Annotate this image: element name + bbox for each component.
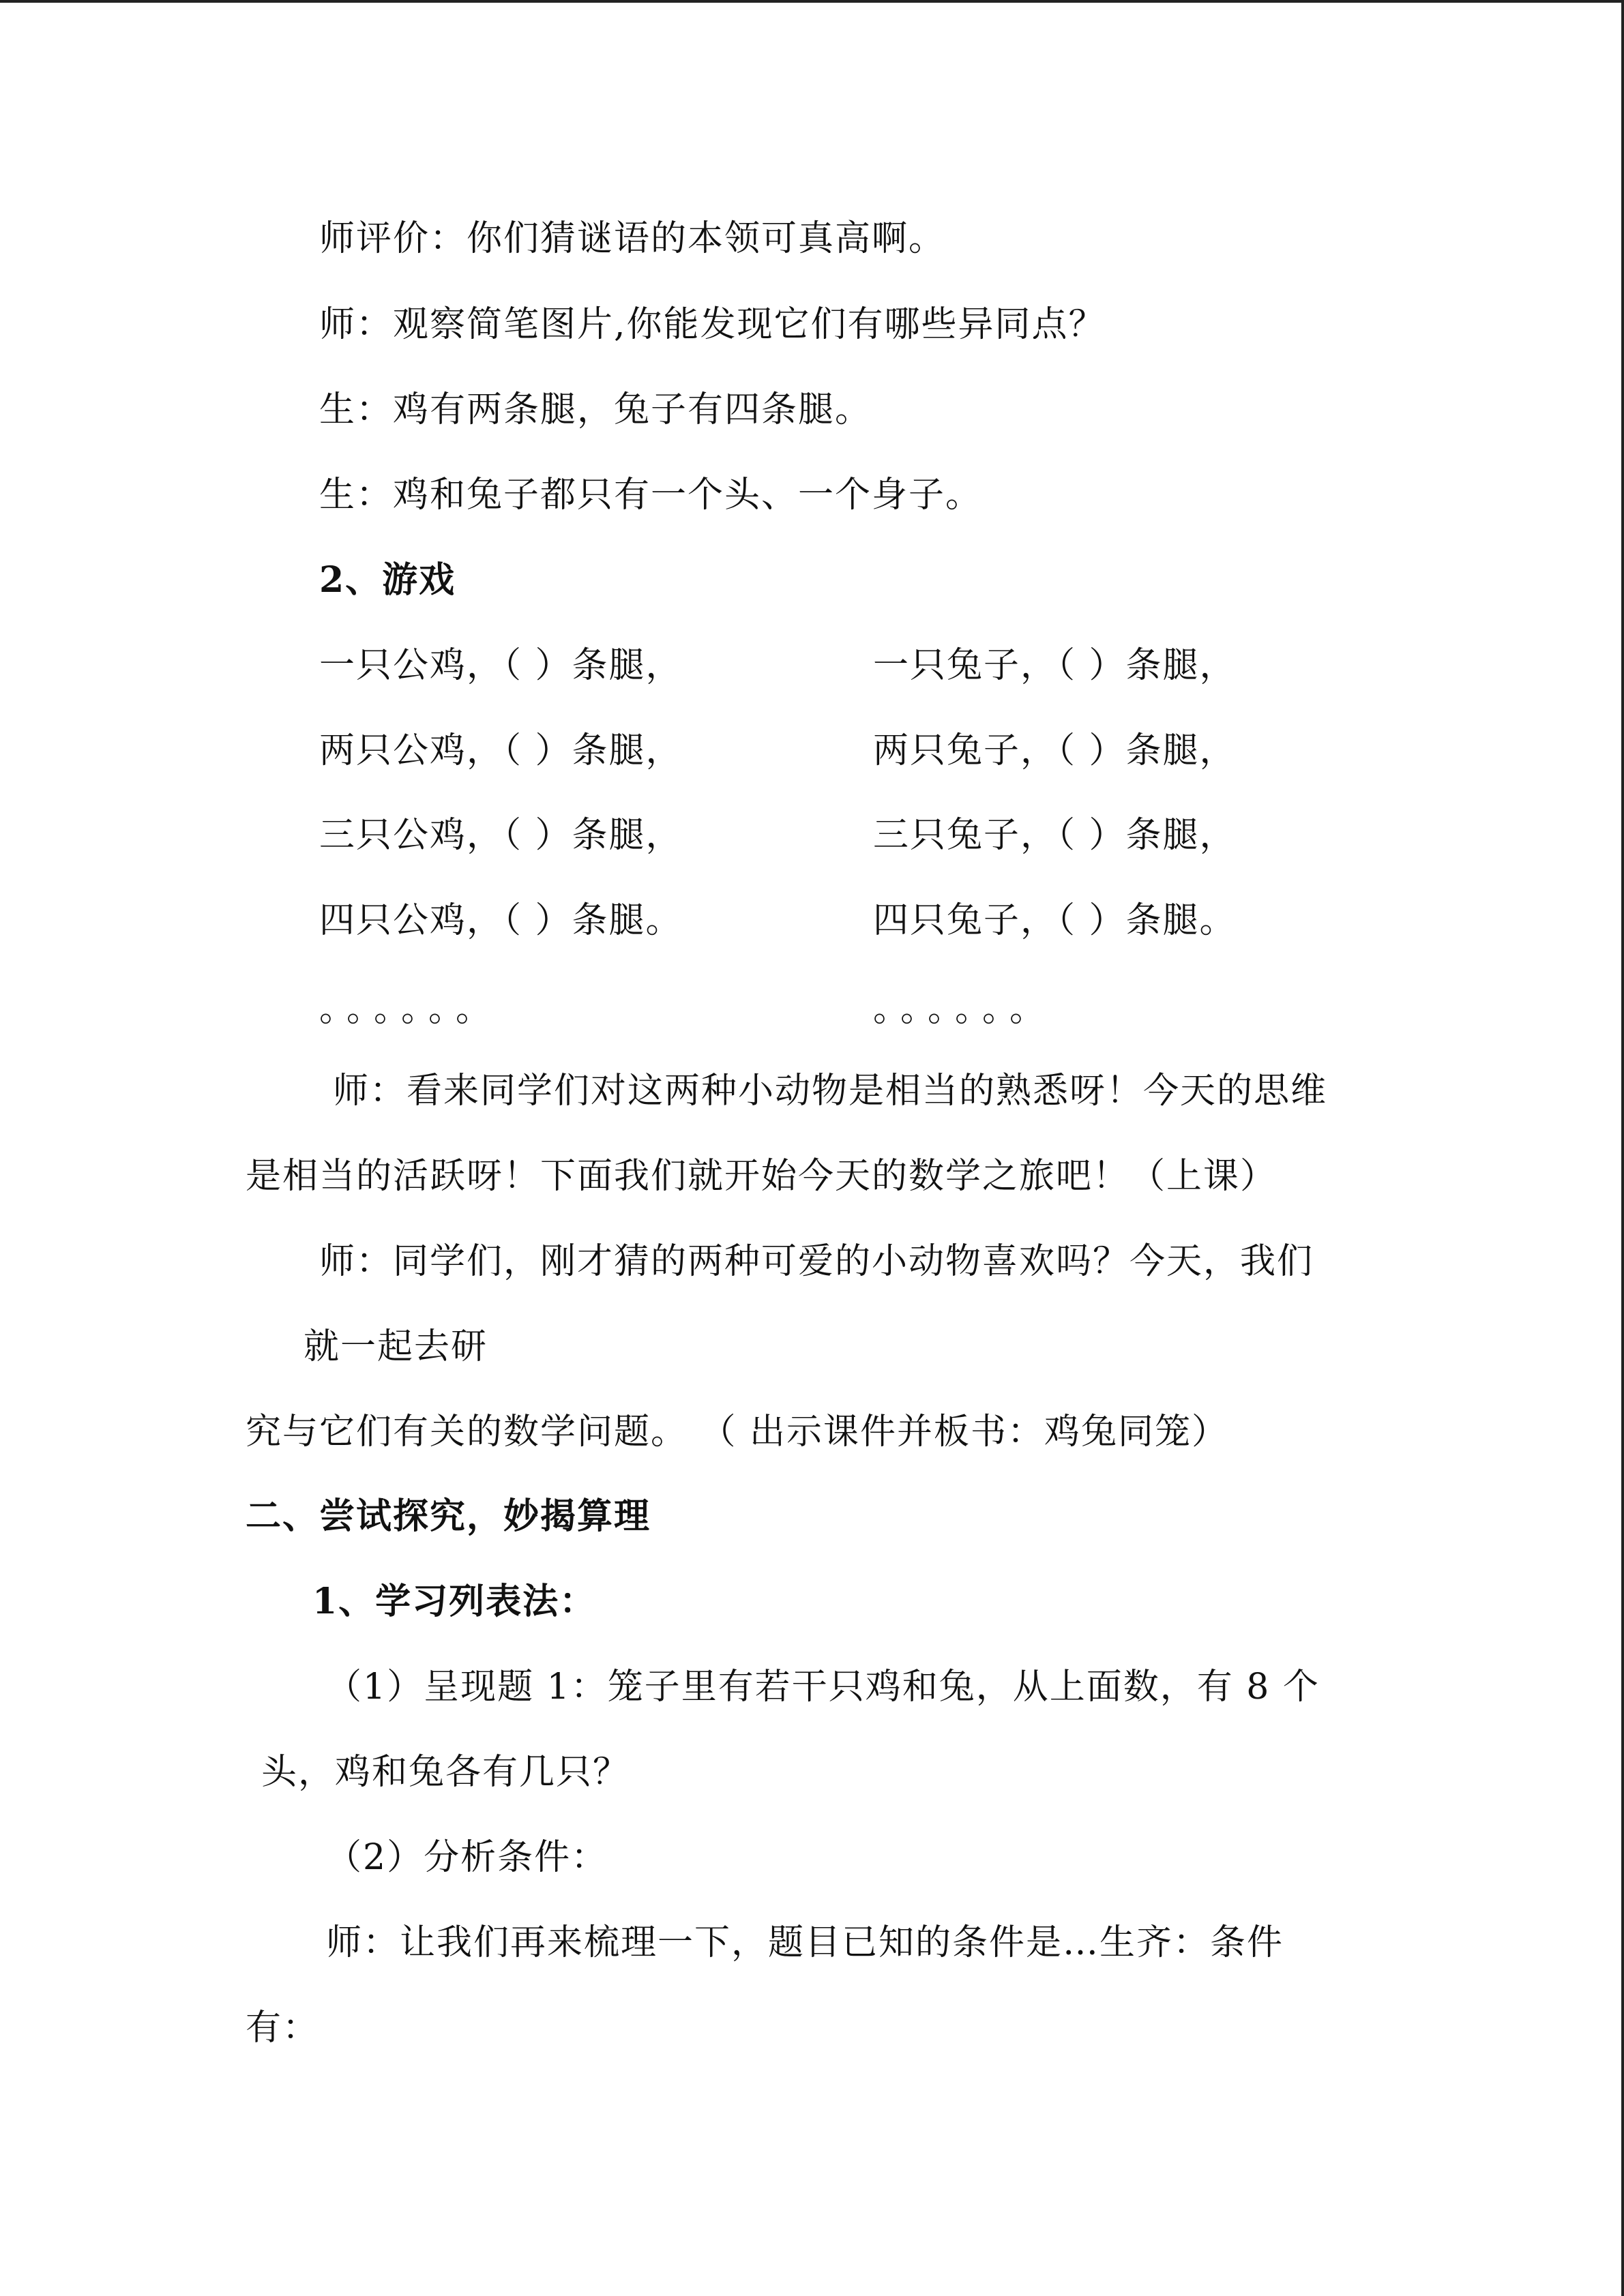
game-row-right: 一只兔子，（ ）条腿， bbox=[873, 645, 1237, 686]
intro-line-2: 师：观察简笔图片,你能发现它们有哪些异同点？ bbox=[319, 304, 1106, 345]
intro-line-1: 师评价：你们猜谜语的本领可真高啊。 bbox=[319, 218, 946, 259]
game-row-left-ellipsis: 。。。。。。 bbox=[319, 989, 501, 1030]
teacher-para-2-line-1: 师：同学们，刚才猜的两种可爱的小动物喜欢吗？今天，我们 bbox=[319, 1241, 1314, 1282]
game-row-right-ellipsis: 。。。。。。 bbox=[873, 989, 1055, 1030]
subsection-1-heading: 1、学习列表法： bbox=[312, 1581, 597, 1622]
section-2-heading: 二、尝试探究，妙揭算理 bbox=[246, 1495, 651, 1537]
intro-line-3: 生：鸡有两条腿，兔子有四条腿。 bbox=[319, 389, 872, 430]
game-row-left: 四只公鸡，（ ）条腿。 bbox=[319, 900, 683, 941]
game-row-left: 一只公鸡，（ ）条腿， bbox=[319, 645, 683, 686]
game-row-left: 三只公鸡，（ ）条腿， bbox=[319, 815, 683, 856]
analysis-line-1: 师：让我们再来梳理一下，题目已知的条件是…生齐：条件 bbox=[326, 1922, 1284, 1963]
teacher-para-2-line-2: 就一起去研 bbox=[304, 1326, 488, 1367]
game-row-left: 两只公鸡，（ ）条腿， bbox=[319, 730, 683, 771]
problem-line-1: （1）呈现题 1：笼子里有若干只鸡和兔，从上面数，有 8 个 bbox=[326, 1667, 1320, 1708]
problem-line-2: 头，鸡和兔各有几只？ bbox=[261, 1752, 630, 1793]
teacher-para-1-line-2: 是相当的活跃呀！下面我们就开始今天的数学之旅吧！（上课） bbox=[246, 1156, 1278, 1197]
analysis-line-2: 有： bbox=[246, 2008, 320, 2048]
teacher-para-2-line-3: 究与它们有关的数学问题。 （ 出示课件并板书：鸡兔同笼） bbox=[246, 1412, 1229, 1452]
intro-line-4: 生：鸡和兔子都只有一个头、一个身子。 bbox=[319, 475, 983, 516]
teacher-para-1-line-1: 师：看来同学们对这两种小动物是相当的熟悉呀！今天的思维 bbox=[333, 1071, 1328, 1112]
game-row-right: 三只兔子，（ ）条腿， bbox=[873, 815, 1237, 856]
analysis-heading: （2）分析条件： bbox=[326, 1837, 608, 1878]
game-heading: 2、游戏 bbox=[319, 559, 456, 601]
game-row-right: 两只兔子，（ ）条腿， bbox=[873, 730, 1237, 771]
game-row-right: 四只兔子，（ ）条腿。 bbox=[873, 900, 1237, 941]
